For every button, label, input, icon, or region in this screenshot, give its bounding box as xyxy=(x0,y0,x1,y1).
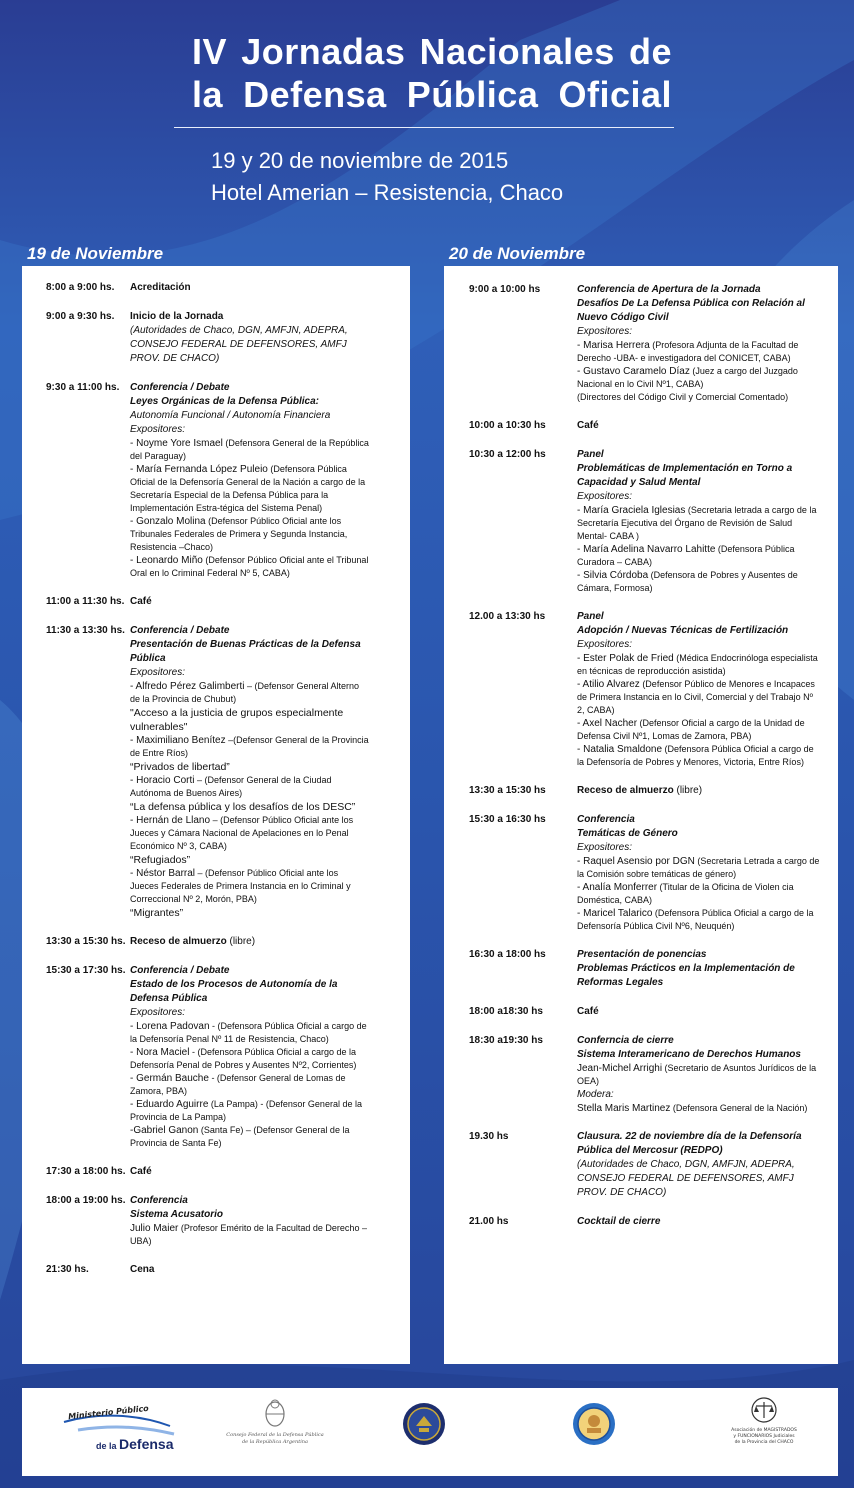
event-time: 17:30 a 18:00 hs. xyxy=(46,1166,126,1177)
speaker-role: (Defensor Oficial a cargo de la Unidad de Defensa Civil Nº1, Lomas de Zamora, PBA) xyxy=(577,718,805,741)
speaker-role: (Profesor Emérito de la Facultad de Derecho – UBA) xyxy=(130,1223,367,1246)
speaker-role: (Defensora de Pobres y Ausentes de Cámara, Formosa) xyxy=(577,570,798,593)
speaker-name: - Hernán de Llano xyxy=(130,815,211,826)
event-title-text: Café xyxy=(577,420,599,431)
event-time: 15:30 a 17:30 hs. xyxy=(46,965,126,976)
speaker xyxy=(577,504,821,543)
speaker xyxy=(577,1062,821,1088)
event-title-text: Acreditación xyxy=(130,282,191,293)
event-time: 18:00 a 19:00 hs. xyxy=(46,1195,126,1206)
schedule-event xyxy=(22,281,410,295)
speaker-name: Jean-Michel Arrighi xyxy=(577,1063,663,1074)
speaker-role: (Defensora General de la Nación) xyxy=(670,1103,808,1113)
talk-title: “Privados de libertad” xyxy=(130,761,230,773)
speaker-role: (Santa Fe) – (Defensor General de la Provincia de Santa Fe) xyxy=(130,1125,350,1148)
event-subtitle: Leyes Orgánicas de la Defensa Pública: xyxy=(130,396,319,407)
event-kind: Conferencia / Debate xyxy=(130,965,230,976)
speaker-note: (Directores del Código Civil y Comercial Comentado) xyxy=(577,392,789,402)
ministerio-logo-de-la: de la xyxy=(96,1441,120,1451)
event-title xyxy=(130,1165,369,1179)
event-details xyxy=(130,595,375,609)
speaker xyxy=(577,907,821,933)
schedule-event xyxy=(22,964,410,1150)
event-time: 11:00 a 11:30 hs. xyxy=(46,596,125,607)
speaker xyxy=(577,365,821,391)
speaker xyxy=(577,678,821,717)
event-time: 18:30 a19:30 hs xyxy=(469,1035,543,1046)
speaker-role: - (Defensor General de Lomas de Zamora, PBA) xyxy=(130,1073,346,1096)
event-time: 8:00 a 9:00 hs. xyxy=(46,282,115,293)
sponsor-logos xyxy=(22,1388,838,1476)
speaker-role: (Defensor Público Oficial ante los Tribunales Federales de Primera y Segunda Instancia, Resistencia –Chaco) xyxy=(130,516,348,552)
event-details xyxy=(130,381,375,580)
speaker-name: - Ester Polak de Fried xyxy=(577,653,674,664)
expositores-label: Expositores: xyxy=(577,842,633,853)
event-details xyxy=(577,1005,827,1019)
speaker-role: (Defensora General de la República del Paraguay) xyxy=(130,438,369,461)
ministerio-logo-line1: Ministerio Público xyxy=(67,1403,150,1422)
speaker-name: - Nora Maciel xyxy=(130,1047,190,1058)
event-title-text: Café xyxy=(130,596,152,607)
schedule-event xyxy=(444,1034,838,1115)
schedule-event xyxy=(444,1215,838,1229)
event-note: (Autoridades de Chaco, DGN, AMFJN, ADEPRA, CONSEJO FEDERAL DE DEFENSORES, AMFJ PROV. DE CHACO) xyxy=(130,325,348,364)
event-details xyxy=(577,283,827,404)
speaker xyxy=(130,1098,369,1124)
schedule-event xyxy=(444,813,838,933)
speaker-name: - Noyme Yore Ismael xyxy=(130,438,223,449)
event-subtitle: Problemas Prácticos en la Implementación de Reformas Legales xyxy=(577,963,795,988)
speaker-role: (Médica Endocrinóloga especialista en técnicas de reproducción asistida) xyxy=(577,653,818,676)
event-time: 19.30 hs xyxy=(469,1131,509,1142)
speaker-role: (Defensora Pública Oficial a cargo de la Defensoría de Pobres y Menores, Victoria, Entre Ríos) xyxy=(577,744,814,767)
event-kind: Conferencia / Debate xyxy=(130,382,230,393)
event-title-text: Café xyxy=(577,1006,599,1017)
schedule-event xyxy=(22,935,410,949)
speaker-name: - María Graciela Iglesias xyxy=(577,505,686,516)
event-kind: Panel xyxy=(577,449,604,460)
event-details xyxy=(577,784,827,798)
speaker-role: (La Pampa) - (Defensor General de la Provincia de La Pampa) xyxy=(130,1099,362,1122)
speaker-role: (Profesora Adjunta de la Facultad de Derecho -UBA- e investigadora del CONICET, CABA) xyxy=(577,340,799,363)
day2-label: 20 de Noviembre xyxy=(449,244,586,263)
event-kind: Conferncia de cierre xyxy=(577,1035,674,1046)
speaker-role: – (Defensor General de la Ciudad Autónoma de Buenos Aires) xyxy=(130,775,332,798)
title-line-2: la Defensa Pública Oficial xyxy=(192,74,672,115)
speaker xyxy=(130,814,369,853)
speaker-name: Stella Maris Martinez xyxy=(577,1103,671,1114)
schedule-event xyxy=(22,381,410,580)
speaker-name: - María Adelina Navarro Lahitte xyxy=(577,544,716,555)
speaker xyxy=(130,1020,369,1046)
consejo-logo-line1: Consejo Federal de la Defensa Pública xyxy=(226,1432,324,1438)
event-kind: Clausura. 22 de noviembre día de la Defensoría Pública del Mercosur (REDPO) xyxy=(577,1131,802,1156)
speaker xyxy=(130,437,369,463)
speaker xyxy=(130,734,369,760)
speaker-name: - Marisa Herrera xyxy=(577,340,650,351)
schedule-event xyxy=(22,1165,410,1179)
event-title xyxy=(577,1005,821,1019)
event-details xyxy=(130,624,375,920)
event-kind: Presentación de ponencias xyxy=(577,949,707,960)
schedule-event xyxy=(444,610,838,769)
expositores-label: Expositores: xyxy=(577,326,633,337)
schedule-event xyxy=(22,1263,410,1277)
event-title-text: Cena xyxy=(130,1264,155,1275)
speaker-name: - Maricel Talarico xyxy=(577,908,653,919)
speaker-role: –(Defensor General de la Provincia de Entre Ríos) xyxy=(130,735,369,758)
event-subtitle xyxy=(211,145,563,209)
speaker xyxy=(577,855,821,881)
speaker-role: (Defensor Público de Menores e Incapaces de Primera Instancia en lo Civil, Comercial y del Trabajo Nº 2, CABA) xyxy=(577,679,815,715)
event-time: 9:00 a 10:00 hs xyxy=(469,284,541,295)
speaker-name: - Analía Monferrer xyxy=(577,882,658,893)
event-details xyxy=(130,310,375,366)
event-subtitle: Desafíos De La Defensa Pública con Relación al Nuevo Código Civil xyxy=(577,298,805,323)
speaker-name: - Lorena Padovan xyxy=(130,1021,210,1032)
event-time: 12.00 a 13:30 hs xyxy=(469,611,546,622)
schedule-event xyxy=(444,948,838,990)
talk-title: "Acceso a la justicia de grupos especialmente vulnerables" xyxy=(130,707,344,733)
event-date: 19 y 20 de noviembre de 2015 xyxy=(211,148,509,173)
speaker xyxy=(577,881,821,907)
event-subtitle: Sistema Interamericano de Derechos Humanos xyxy=(577,1049,801,1060)
expositores-label: Expositores: xyxy=(577,639,633,650)
event-subtitle: Problemáticas de Implementación en Torno a Capacidad y Salud Mental xyxy=(577,463,793,488)
schedule-event xyxy=(444,419,838,433)
event-details xyxy=(130,1194,375,1248)
event-details xyxy=(130,281,375,295)
title-line-1: IV Jornadas Nacionales de xyxy=(192,31,672,72)
speaker xyxy=(130,774,369,800)
speaker-name: - María Fernanda López Puleio xyxy=(130,464,268,475)
event-kind: Conferencia xyxy=(130,1195,188,1206)
speaker-name: - Horacio Corti xyxy=(130,775,195,786)
event-note: (Autoridades de Chaco, DGN, AMFJN, ADEPRA, CONSEJO FEDERAL DE DEFENSORES, AMFJ PROV. DE CHACO) xyxy=(577,1159,795,1198)
event-time: 21.00 hs xyxy=(469,1216,509,1227)
speaker-name: - Maximiliano Benítez xyxy=(130,735,226,746)
schedule-event xyxy=(444,784,838,798)
event-details xyxy=(577,948,827,990)
speaker-name: - Atilio Alvarez xyxy=(577,679,640,690)
event-details xyxy=(130,935,375,949)
expositores-label: Expositores: xyxy=(130,1007,186,1018)
speaker xyxy=(130,554,369,580)
event-title-text: Café xyxy=(130,1166,152,1177)
event-title-text: Receso de almuerzo xyxy=(577,785,674,796)
speaker xyxy=(577,339,821,365)
speaker-name: - Gonzalo Molina xyxy=(130,516,206,527)
speaker xyxy=(130,680,369,706)
speaker xyxy=(130,515,369,554)
moderator-label: Modera: xyxy=(577,1089,614,1100)
speaker-name: - Axel Nacher xyxy=(577,718,638,729)
speaker-name: - Eduardo Aguirre xyxy=(130,1099,209,1110)
consejo-federal-logo xyxy=(220,1398,330,1468)
institution-seal-icon xyxy=(572,1402,616,1446)
speaker-role: (Titular de la Oficina de Violen cia Doméstica, CABA) xyxy=(577,882,794,905)
speaker-name: - Germán Bauche xyxy=(130,1073,209,1084)
seal-logo-1 xyxy=(402,1402,446,1446)
speaker-name: - Néstor Barral xyxy=(130,868,196,879)
speaker-role: – (Defensor Público Oficial ante los Jueces Federales de Primera Instancia en lo Criminal y Correccional Nº 2, Morón, PBA) xyxy=(130,868,351,904)
day1-schedule xyxy=(22,266,410,1364)
day1-label: 19 de Noviembre xyxy=(27,244,164,263)
event-title xyxy=(130,595,369,609)
speaker xyxy=(130,1046,369,1072)
event-time: 9:00 a 9:30 hs. xyxy=(46,311,115,322)
header xyxy=(0,0,854,240)
ministerio-logo-defensa: Defensa xyxy=(119,1436,174,1452)
schedule-event xyxy=(444,448,838,595)
event-kind: Panel xyxy=(577,611,604,622)
speaker-role: – (Defensor General Alterno de la Provincia de Chubut) xyxy=(130,681,360,704)
event-time: 16:30 a 18:00 hs xyxy=(469,949,546,960)
speaker-role: - (Defensora Pública Oficial a cargo de la Defensoría Penal Nº 11 de Resistencia, Chaco) xyxy=(130,1021,367,1044)
event-kind: Conferencia de Apertura de la Jornada xyxy=(577,284,761,295)
ministerio-publico-logo xyxy=(58,1403,178,1456)
speaker-name: Julio Maier xyxy=(130,1223,179,1234)
event-title xyxy=(577,419,821,433)
speaker xyxy=(577,543,821,569)
event-title-text: Receso de almuerzo xyxy=(130,936,227,947)
speaker xyxy=(130,867,369,906)
speaker-name: - Raquel Asensio por DGN xyxy=(577,856,695,867)
speaker xyxy=(577,652,821,678)
expositores-label: Expositores: xyxy=(130,667,186,678)
event-time: 11:30 a 13:30 hs. xyxy=(46,625,125,636)
event-subtitle: Adopción / Nuevas Técnicas de Fertilización xyxy=(577,625,789,636)
event-time: 15:30 a 16:30 hs xyxy=(469,814,546,825)
talk-title: “Migrantes” xyxy=(130,907,184,919)
expositores-label: Expositores: xyxy=(577,491,633,502)
speaker-role: (Secretario de Asuntos Jurídicos de la OEA) xyxy=(577,1063,817,1086)
talk-title: “Refugiados” xyxy=(130,854,191,866)
schedule-event xyxy=(444,283,838,404)
title-divider xyxy=(174,127,674,128)
event-subtitle: Temáticas de Género xyxy=(577,828,678,839)
speaker-role: - (Defensora Pública Oficial a cargo de la Defensoría Penal de Pobres y Ausentes Nº2, Corrientes) xyxy=(130,1047,357,1070)
event-kind: Cocktail de cierre xyxy=(577,1216,661,1227)
event-details xyxy=(130,1165,375,1179)
speaker xyxy=(130,1124,369,1150)
event-venue: Hotel Amerian – Resistencia, Chaco xyxy=(211,180,564,205)
event-subtitle: Presentación de Buenas Prácticas de la Defensa Pública xyxy=(130,639,361,664)
speaker xyxy=(130,1072,369,1098)
event-time: 13:30 a 15:30 hs. xyxy=(46,936,126,947)
event-subtitle: Sistema Acusatorio xyxy=(130,1209,223,1220)
speaker-name: - Natalia Smaldone xyxy=(577,744,663,755)
speaker xyxy=(130,463,369,515)
speaker-role: (Defensor Público Oficial ante el Tribunal Oral en lo Criminal Federal Nº 5, CABA) xyxy=(130,555,369,578)
talk-title: “La defensa pública y los desafíos de los DESC” xyxy=(130,801,356,813)
event-details xyxy=(577,419,827,433)
event-details xyxy=(577,813,827,933)
speaker-role: (Juez a cargo del Juzgado Nacional en lo Civil Nº1, CABA) xyxy=(577,366,798,389)
consejo-logo-line2: de la República Argentina xyxy=(241,1439,309,1445)
speaker-role: – (Defensor Público Oficial ante los Jueces y Cámara Nacional de Apelaciones en lo Penal Económico Nº 3, CABA) xyxy=(130,815,354,851)
event-title xyxy=(130,310,369,324)
speaker-role: (Defensora Pública Curadora – CABA) xyxy=(577,544,795,567)
event-title xyxy=(130,935,369,949)
event-time: 10:30 a 12:00 hs xyxy=(469,449,546,460)
speaker-name: - Gustavo Caramelo Díaz xyxy=(577,366,690,377)
speaker-name: -Gabriel Ganon xyxy=(130,1125,199,1136)
schedule-event xyxy=(22,1194,410,1248)
speaker xyxy=(577,717,821,743)
event-title xyxy=(130,1263,369,1277)
event-time: 10:00 a 10:30 hs xyxy=(469,420,546,431)
expositores-label: Expositores: xyxy=(130,424,186,435)
event-details xyxy=(577,1130,827,1200)
event-details xyxy=(130,1263,375,1277)
event-details xyxy=(577,448,827,595)
speaker-name: - Alfredo Pérez Galimberti xyxy=(130,681,245,692)
schedule-event xyxy=(444,1130,838,1200)
speaker-role: (Defensora Pública Oficial de la Defensoría General de la Nación a cargo de la Secretaría Especial de la Defensa Pública para la Implementación Estra-tégica del Sistema Penal) xyxy=(130,464,366,513)
event-details xyxy=(577,1034,827,1115)
event-details xyxy=(577,610,827,769)
speaker xyxy=(577,1102,821,1115)
speaker-name: - Leonardo Miño xyxy=(130,555,203,566)
speaker-name: - Silvia Córdoba xyxy=(577,570,649,581)
justice-seal-icon xyxy=(402,1402,446,1446)
event-title-extra: (libre) xyxy=(673,785,703,796)
asociacion-logo-text: Asociación de MAGISTRADOS y FUNCIONARIOS Judiciales de la Provincia del CHACO xyxy=(731,1428,797,1445)
speaker xyxy=(130,1222,369,1248)
event-title xyxy=(192,30,672,116)
speaker xyxy=(577,743,821,769)
event-subtitle-2: Autonomía Funcional / Autonomía Financiera xyxy=(130,410,331,421)
event-title-text: Inicio de la Jornada xyxy=(130,311,224,322)
event-details xyxy=(577,1215,827,1229)
schedule-event xyxy=(444,1005,838,1019)
event-details xyxy=(130,964,375,1150)
event-kind: Conferencia / Debate xyxy=(130,625,230,636)
event-title xyxy=(577,784,821,798)
event-time: 18:00 a18:30 hs xyxy=(469,1006,543,1017)
national-shield-icon xyxy=(263,1398,287,1428)
day2-schedule xyxy=(444,266,838,1364)
speaker-role: (Secretaria Letrada a cargo de la Comisión sobre temáticas de género) xyxy=(577,856,820,879)
event-kind: Conferencia xyxy=(577,814,635,825)
speaker-role: (Defensora Pública Oficial a cargo de la Defensoría Pública Civil Nº6, Neuquén) xyxy=(577,908,814,931)
seal-logo-2 xyxy=(572,1402,616,1446)
asociacion-magistrados-logo xyxy=(724,1396,804,1466)
schedule-event xyxy=(22,595,410,609)
event-time: 9:30 a 11:00 hs. xyxy=(46,382,120,393)
speaker-role: (Secretaria letrada a cargo de la Secretaría Ejecutiva del Órgano de Revisión de Salud Mental- CABA ) xyxy=(577,505,817,541)
schedule-event xyxy=(22,310,410,366)
speaker xyxy=(577,569,821,595)
event-subtitle: Estado de los Procesos de Autonomía de la Defensa Pública xyxy=(130,979,338,1004)
event-time: 13:30 a 15:30 hs xyxy=(469,785,546,796)
event-title xyxy=(130,281,369,295)
schedule-event xyxy=(22,624,410,920)
event-time: 21:30 hs. xyxy=(46,1264,89,1275)
scales-icon xyxy=(750,1396,778,1424)
event-title-extra: (libre) xyxy=(226,936,256,947)
